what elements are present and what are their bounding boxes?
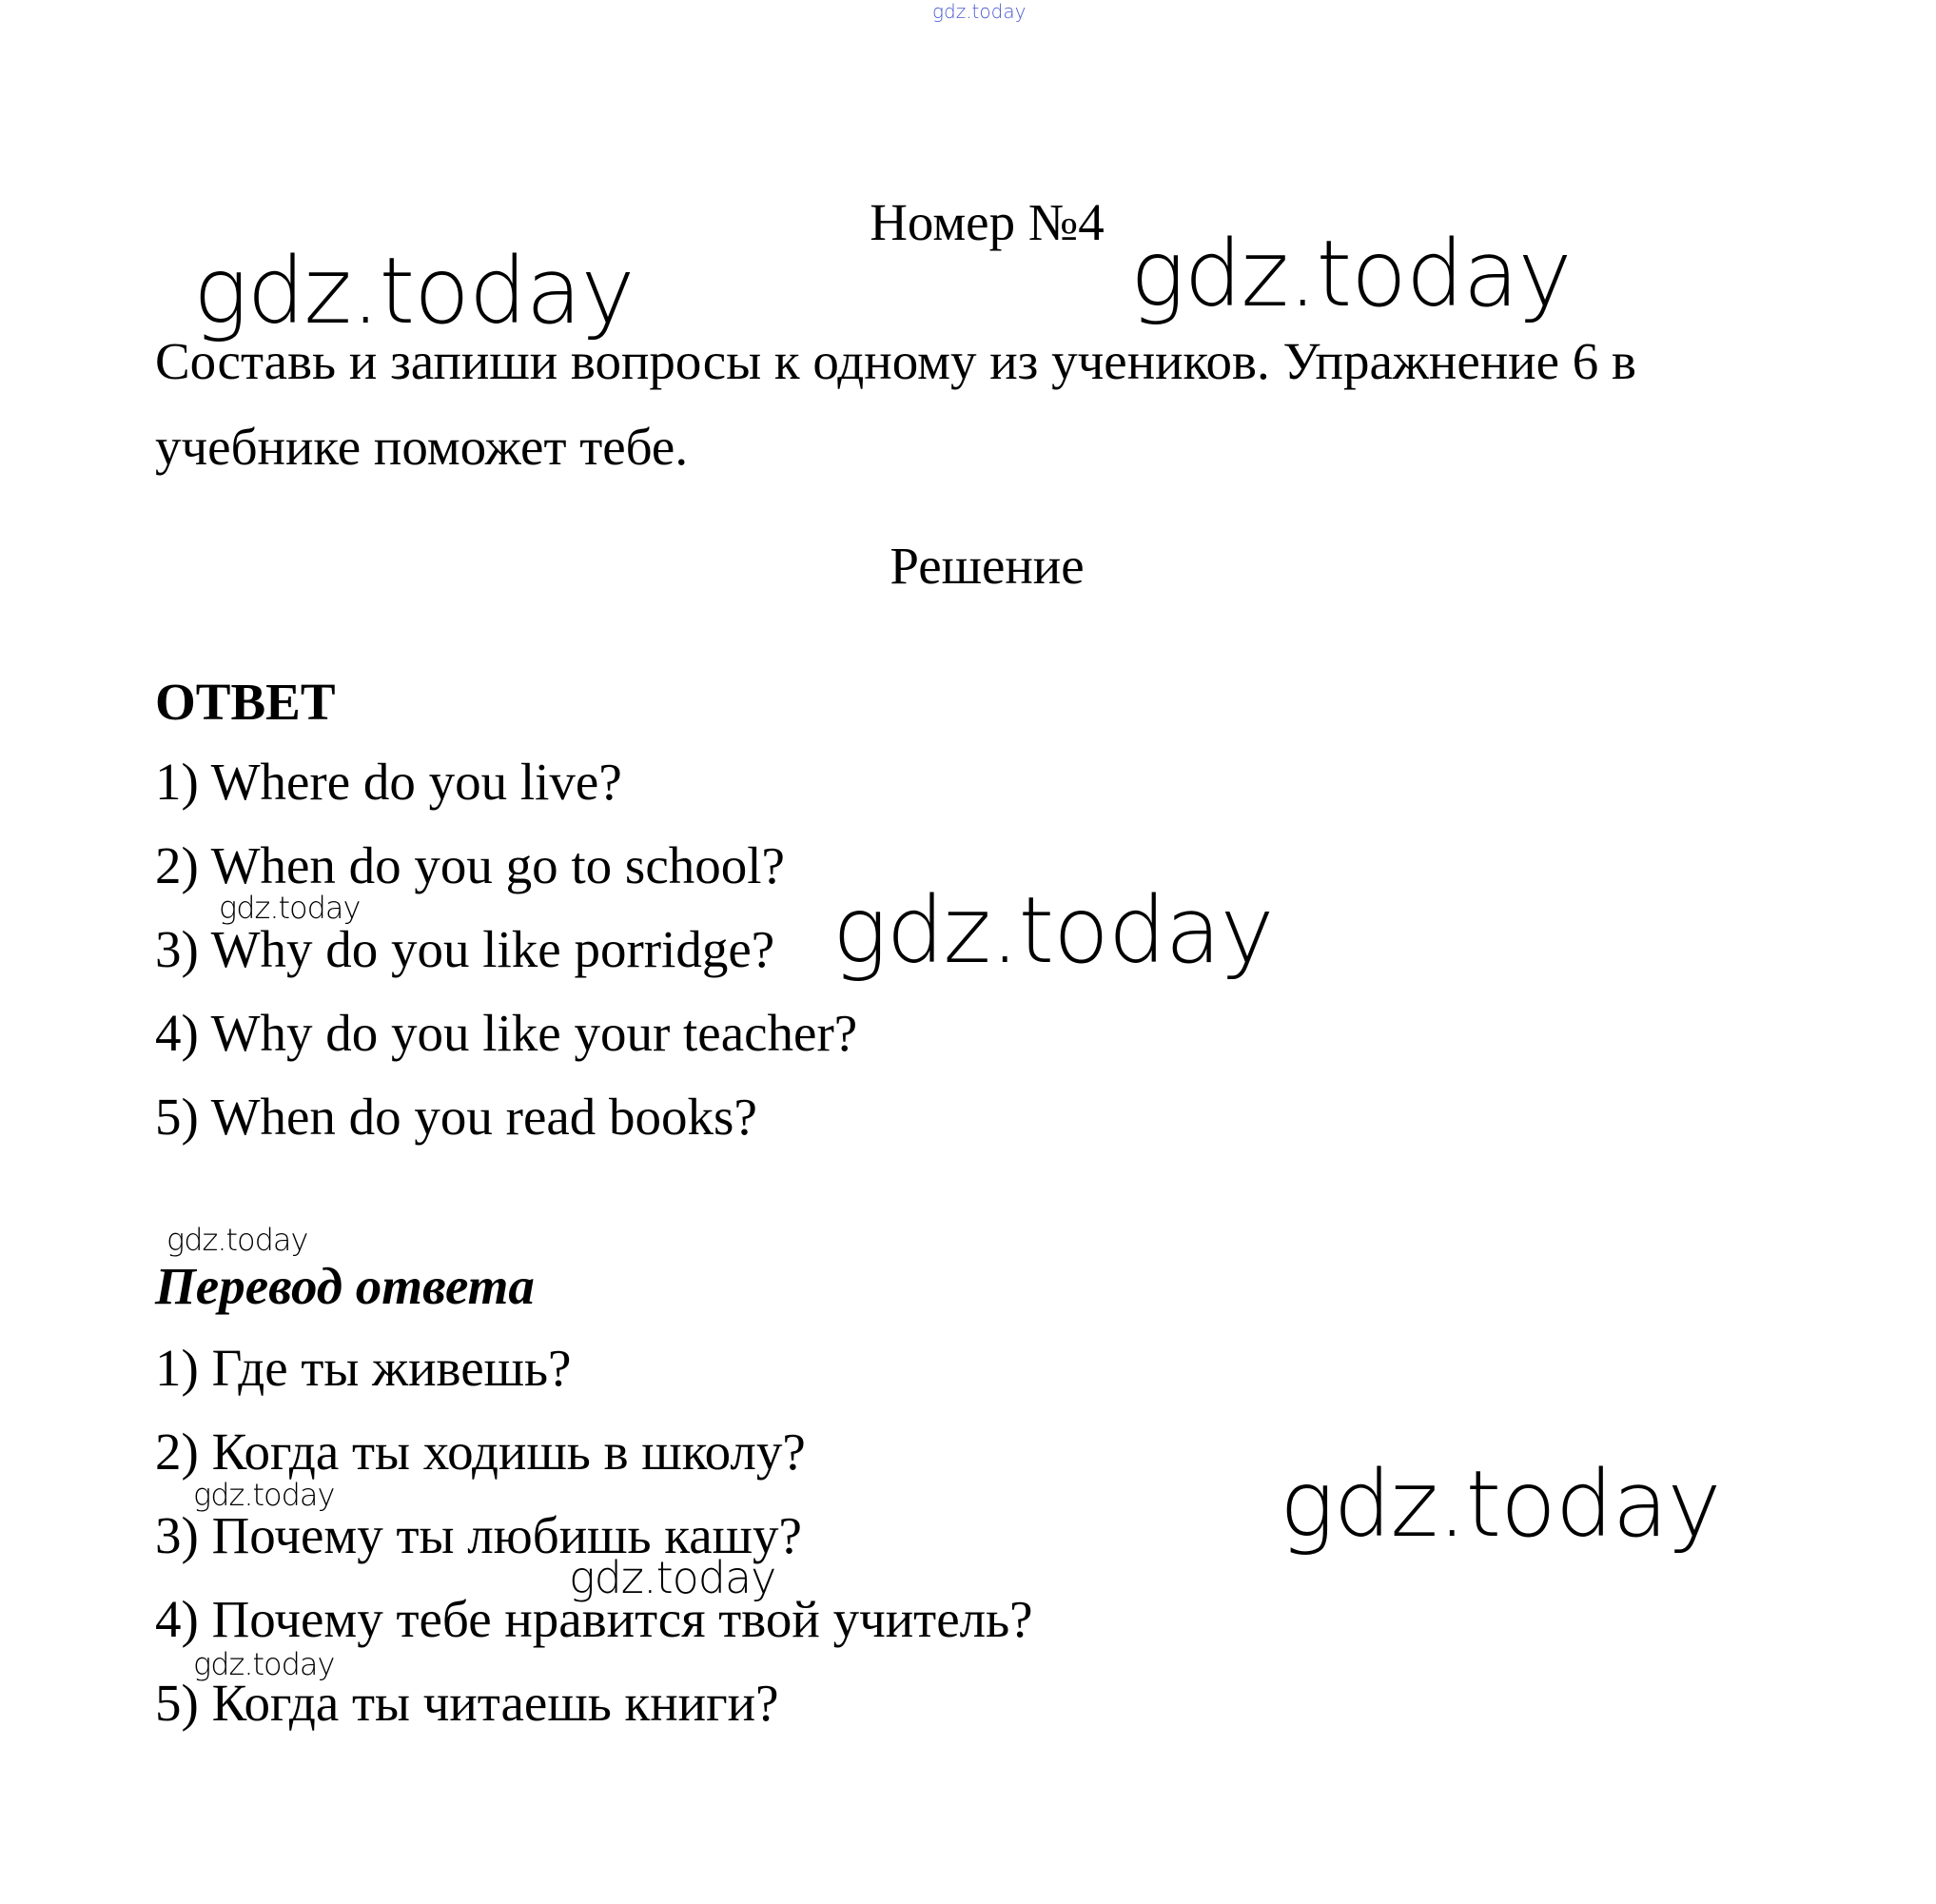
answer-item: 1) Where do you live? (155, 753, 622, 811)
watermark: gdz.today (193, 1646, 335, 1682)
watermark: gdz.today (193, 1477, 335, 1513)
translation-item: 5) Когда ты читаешь книги? (155, 1674, 779, 1732)
page-title: Номер №4 (870, 193, 1105, 251)
answer-item: 4) Why do you like your teacher? (155, 1004, 858, 1062)
translation-heading: Перевод ответа (155, 1257, 535, 1315)
translation-item: 3) Почему ты любишь кашу? (155, 1506, 802, 1564)
translation-list (155, 1326, 1033, 1745)
task-text: Составь и запиши вопросы к одному из учеников. Упражнение 6 в учебнике поможет тебе. (155, 332, 1636, 476)
answer-item: 2) When do you go to school? (155, 836, 785, 894)
watermark: gdz.today (1280, 1451, 1721, 1558)
watermark: gdz.today (569, 1552, 776, 1603)
translation-item: 2) Когда ты ходишь в школу? (155, 1423, 806, 1481)
watermark: gdz.today (166, 1222, 308, 1258)
watermark: gdz.today (219, 890, 361, 926)
watermark: gdz.today (193, 238, 635, 344)
solution-label: Решение (890, 537, 1085, 595)
translation-item: 1) Где ты живешь? (155, 1339, 572, 1397)
answer-item: 5) When do you read books? (155, 1088, 757, 1146)
watermark: gdz.today (1130, 221, 1572, 327)
watermark: gdz.today (832, 877, 1274, 984)
translation-item: 4) Почему тебе нравится твой учитель? (155, 1590, 1033, 1648)
answer-item: 3) Why do you like porridge? (155, 920, 775, 978)
answer-heading: ОТВЕТ (155, 673, 336, 731)
answer-list (155, 740, 857, 1159)
watermark: gdz.today (932, 0, 1027, 23)
